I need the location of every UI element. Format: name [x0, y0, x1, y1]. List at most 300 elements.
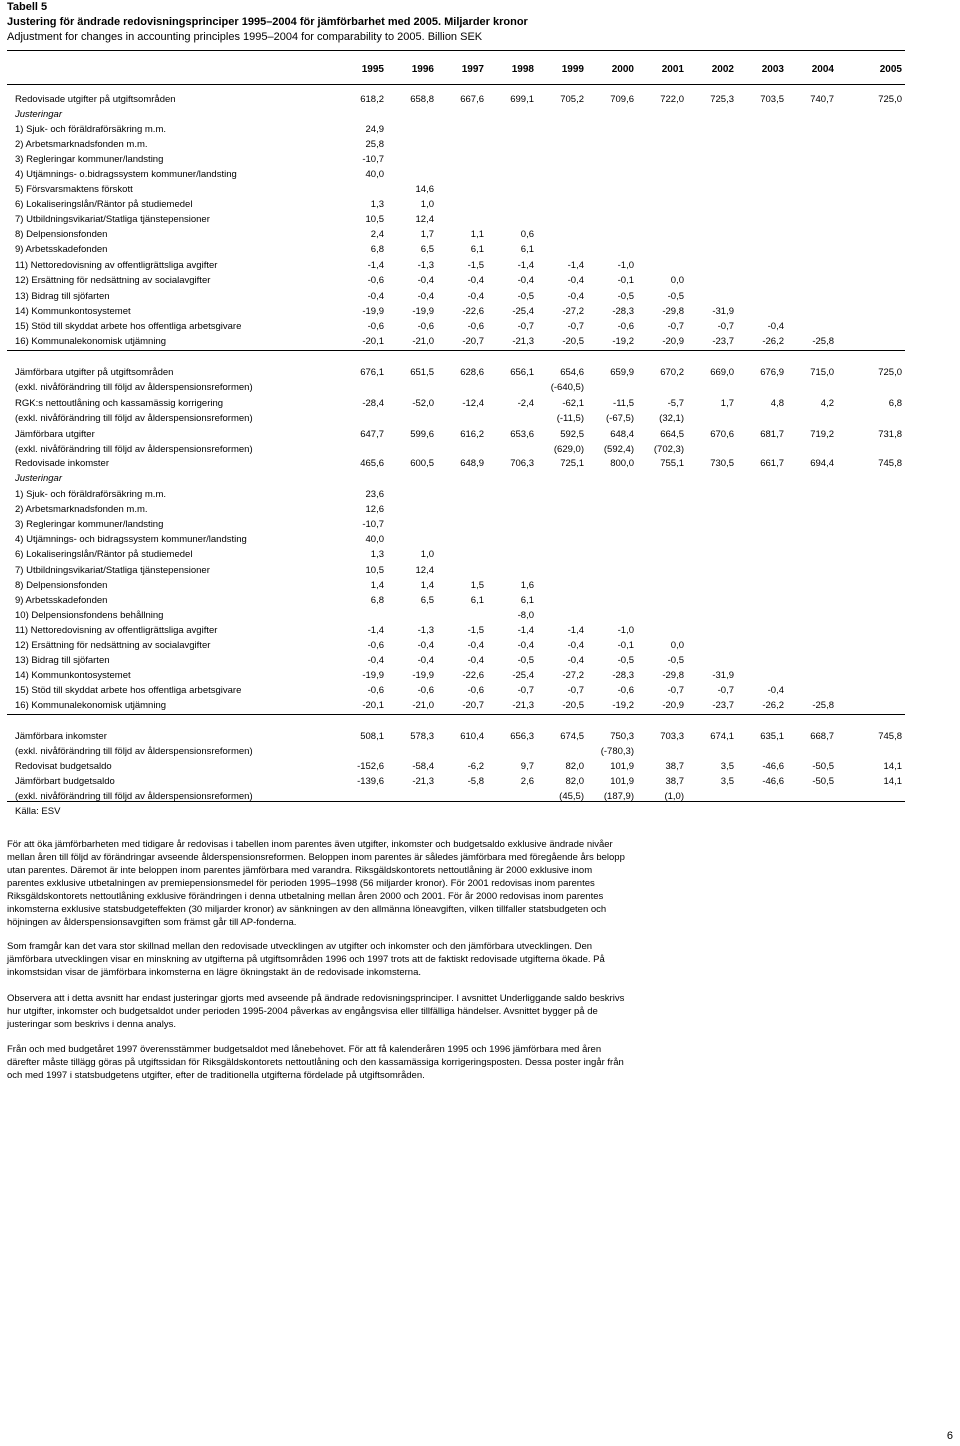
table-cell: -26,2	[762, 700, 784, 711]
table-row	[0, 319, 960, 334]
row-label: 9) Arbetsskadefonden	[15, 595, 108, 606]
table-cell: -0,7	[567, 321, 584, 332]
table-cell: 6,1	[470, 595, 484, 606]
table-cell: -25,8	[812, 336, 834, 347]
table-cell: -0,6	[367, 275, 384, 286]
table-row	[0, 774, 960, 789]
table-subtitle: Adjustment for changes in accounting principles 1995–2004 for comparability to 2005. Billion SEK	[7, 31, 483, 43]
table-cell: 12,4	[415, 214, 434, 225]
table-cell: -22,6	[462, 306, 484, 317]
table-cell: 705,2	[560, 94, 584, 105]
table-title: Justering för ändrade redovisningsprinciper 1995–2004 för jämförbarhet med 2005. Miljarder kronor	[7, 16, 528, 28]
row-label: 15) Stöd till skyddat arbete hos offentliga arbetsgivare	[15, 685, 242, 696]
table-cell: 6,1	[520, 595, 534, 606]
table-cell: 101,9	[610, 776, 634, 787]
table-cell: -23,7	[712, 700, 734, 711]
table-cell: -1,4	[567, 260, 584, 271]
table-cell: 25,8	[365, 139, 384, 150]
row-label: RGK:s nettoutlåning och kassamässig korrigering	[15, 398, 224, 409]
table-cell: 10,5	[365, 214, 384, 225]
table-cell: -20,5	[562, 336, 584, 347]
table-cell: -2,4	[517, 398, 534, 409]
table-cell: -0,6	[467, 685, 484, 696]
table-cell: -0,4	[467, 291, 484, 302]
section-rule	[7, 801, 905, 802]
table-cell: 23,6	[365, 489, 384, 500]
table-row	[0, 334, 960, 349]
row-label: 4) Utjämnings- o.bidragssystem kommuner/landsting	[15, 169, 237, 180]
table-cell: 725,1	[560, 458, 584, 469]
row-label: 16) Kommunalekonomisk utjämning	[15, 336, 167, 347]
year-header: 1996	[411, 64, 434, 75]
table-cell: -22,6	[462, 670, 484, 681]
table-cell: 656,3	[510, 731, 534, 742]
table-row	[0, 502, 960, 517]
table-cell: 599,6	[410, 429, 434, 440]
table-cell: 659,9	[610, 367, 634, 378]
row-label: 3) Regleringar kommuner/landsting	[15, 154, 164, 165]
table-cell: -21,3	[512, 336, 534, 347]
table-cell: -0,7	[667, 685, 684, 696]
table-row	[0, 456, 960, 471]
table-cell: 1,6	[520, 580, 534, 591]
table-cell: 669,0	[710, 367, 734, 378]
table-cell: -20,1	[362, 336, 384, 347]
row-label: 4) Utjämnings- och bidragssystem kommuner/landsting	[15, 534, 247, 545]
table-cell: 725,3	[710, 94, 734, 105]
table-cell: 6,1	[520, 244, 534, 255]
table-cell: -0,6	[417, 685, 434, 696]
table-row	[0, 197, 960, 212]
note-paragraph: Från och med budgetåret 1997 överensstämmer budgetsaldot med lånebehovet. För att få kalenderåren 1995 och 1996 jämförbara med åren därefter måste tillägg göras på utgiftssidan för Riksgäldskontorets nettoutlåning och den kassamässiga korrigeringsposten. Dessa poster ingår från och med 1997 i statsbudgetens utgifter, efter de traditionella utgifterna fördelade på utgiftsområden.	[7, 1044, 624, 1081]
table-cell: -1,4	[567, 625, 584, 636]
row-label: 14) Kommunkontosystemet	[15, 306, 131, 317]
table-cell: -50,5	[812, 776, 834, 787]
year-header: 2005	[879, 64, 902, 75]
table-cell: 82,0	[565, 761, 584, 772]
table-cell: 4,8	[770, 398, 784, 409]
table-cell: 670,2	[660, 367, 684, 378]
table-row	[0, 304, 960, 319]
table-cell: 731,8	[878, 429, 902, 440]
table-cell: -10,7	[362, 154, 384, 165]
table-cell: -0,4	[517, 275, 534, 286]
table-cell: 12,6	[365, 504, 384, 515]
table-row	[0, 258, 960, 273]
table-cell: -1,5	[467, 260, 484, 271]
table-cell: -0,6	[467, 321, 484, 332]
table-cell: -21,0	[412, 700, 434, 711]
row-label: 2) Arbetsmarknadsfonden m.m.	[15, 504, 148, 515]
table-cell: 6,8	[370, 244, 384, 255]
table-cell: -21,3	[412, 776, 434, 787]
note-paragraph: För att öka jämförbarheten med tidigare år redovisas i tabellen inom parentes även utgifter, inkomster och budgetsaldo exklusive ändrade nivåer mellan åren till följd av förändringar avseende ålderspensionsreformen. Beloppen inom parentes är således jämförbara med föregående års belopp utan parentes. Däremot är inte beloppen inom parentes jämförbara med varandra. Riksgäldskontorets nettoutlåning är 2000 exklusive inom parentes exklusive utbetalningen av premiepensionsmedel för perioden 1995–1998 (56 miljarder kronor). För 2001 redovisas inom parentes Riksgäldskontorets nettoutlåning exklusive förändringen i denna utbetalning mellan åren 2000 och 2001. För år 2000 redovisas inom parentes inkomsterna exklusive statsbudgeteffekten (30 miljarder kronor) av sänkningen av den allmänna löneavgiften, vilken tillfaller statsbudgeten och höjningen av ålderspensionsavgiften som främst går till AP-fonderna.	[7, 839, 625, 928]
row-label: (exkl. nivåförändring till följd av ålderspensionsreformen)	[15, 791, 253, 802]
row-label: 7) Utbildningsvikariat/Statliga tjänstepensioner	[15, 565, 210, 576]
table-cell: 12,4	[415, 565, 434, 576]
table-row	[0, 578, 960, 593]
table-cell: -27,2	[562, 670, 584, 681]
table-cell: -0,4	[417, 655, 434, 666]
table-cell: -11,5	[613, 398, 634, 409]
table-cell: 616,2	[460, 429, 484, 440]
table-cell: -0,6	[367, 685, 384, 696]
row-label: (exkl. nivåförändring till följd av ålderspensionsreformen)	[15, 444, 253, 455]
table-row	[0, 698, 960, 713]
row-label: 5) Försvarsmaktens förskott	[15, 184, 133, 195]
table-cell: -0,7	[567, 685, 584, 696]
table-cell: 1,0	[420, 549, 434, 560]
table-cell: -0,4	[517, 640, 534, 651]
table-cell: -19,9	[412, 306, 434, 317]
table-cell: 709,6	[610, 94, 634, 105]
table-cell: -1,4	[367, 260, 384, 271]
table-cell: 6,8	[888, 398, 902, 409]
table-cell: -21,0	[412, 336, 434, 347]
year-header: 2000	[611, 64, 634, 75]
table-cell: (702,3)	[653, 444, 684, 455]
table-cell: 656,1	[510, 367, 534, 378]
page-number: 6	[946, 1430, 953, 1442]
table-cell: 40,0	[365, 169, 384, 180]
row-label: Justeringar	[15, 109, 62, 120]
table-cell: 0,0	[670, 275, 684, 286]
table-row	[0, 593, 960, 608]
table-cell: -23,7	[712, 336, 734, 347]
table-cell: 706,3	[510, 458, 534, 469]
table-cell: -25,8	[812, 700, 834, 711]
table-cell: 719,2	[810, 429, 834, 440]
table-cell: 14,1	[883, 761, 902, 772]
row-label: 1) Sjuk- och föräldraförsäkring m.m.	[15, 489, 166, 500]
year-header: 2003	[761, 64, 784, 75]
table-cell: -29,8	[662, 306, 684, 317]
row-label: Källa: ESV	[15, 806, 61, 817]
table-cell: -0,1	[617, 275, 634, 286]
table-row	[0, 744, 960, 759]
table-cell: 6,5	[420, 244, 434, 255]
table-cell: 725,0	[878, 94, 902, 105]
year-header: 2004	[811, 64, 834, 75]
table-cell: 578,3	[410, 731, 434, 742]
note-paragraph: Observera att i detta avsnitt har endast justeringar gjorts med avseende på ändrade redovisningsprinciper. I avsnittet Underliggande saldo beskrivs hur utgifter, inkomster och budgetsaldot under perioden 1995-2004 påverkas av engångsvisa eller tillfälliga händelser. Avsnittet bygger på de justeringar som beskrivs i denna analys.	[7, 993, 625, 1030]
table-row	[0, 365, 960, 380]
table-cell: 730,5	[710, 458, 734, 469]
table-cell: 2,4	[370, 229, 384, 240]
table-cell: -0,4	[417, 291, 434, 302]
section-rule	[7, 714, 905, 715]
table-cell: 40,0	[365, 534, 384, 545]
table-cell: 681,7	[760, 429, 784, 440]
table-cell: 9,7	[520, 761, 534, 772]
table-cell: -0,6	[617, 321, 634, 332]
row-label: 11) Nettoredovisning av offentligrättsliga avgifter	[15, 260, 218, 271]
table-row	[0, 411, 960, 426]
table-cell: 668,7	[810, 731, 834, 742]
table-cell: -50,5	[812, 761, 834, 772]
row-label: 16) Kommunalekonomisk utjämning	[15, 700, 167, 711]
table-cell: 10,5	[365, 565, 384, 576]
table-cell: (592,4)	[603, 444, 634, 455]
table-row	[0, 137, 960, 152]
table-cell: -1,3	[417, 625, 434, 636]
table-cell: -0,1	[617, 640, 634, 651]
table-cell: -29,8	[662, 670, 684, 681]
row-label: 9) Arbetsskadefonden	[15, 244, 108, 255]
table-cell: -28,3	[612, 670, 634, 681]
table-row	[0, 167, 960, 182]
table-cell: -1,5	[467, 625, 484, 636]
table-cell: -58,4	[412, 761, 434, 772]
table-cell: 1,4	[420, 580, 434, 591]
table-cell: -20,9	[662, 700, 684, 711]
table-cell: -21,3	[512, 700, 534, 711]
table-cell: -0,4	[767, 685, 784, 696]
header-rule	[7, 84, 905, 85]
table-header	[7, 0, 528, 45]
row-label: 8) Delpensionsfonden	[15, 229, 108, 240]
table-row	[0, 563, 960, 578]
row-label: Justeringar	[15, 473, 62, 484]
table-cell: 1,7	[720, 398, 734, 409]
table-cell: 725,0	[878, 367, 902, 378]
table-cell: 14,6	[415, 184, 434, 195]
row-label: (exkl. nivåförändring till följd av ålderspensionsreformen)	[15, 746, 253, 757]
table-cell: -0,5	[667, 655, 684, 666]
table-cell: -1,0	[617, 260, 634, 271]
table-cell: -0,6	[367, 321, 384, 332]
table-cell: -0,5	[617, 655, 634, 666]
table-cell: (-11,5)	[556, 413, 584, 424]
table-cell: 635,1	[760, 731, 784, 742]
table-cell: 670,6	[710, 429, 734, 440]
table-cell: -0,4	[567, 275, 584, 286]
table-cell: (-67,5)	[606, 413, 634, 424]
table-cell: 3,5	[720, 761, 734, 772]
table-cell: 1,3	[370, 549, 384, 560]
table-row	[0, 92, 960, 107]
table-cell: -0,4	[567, 640, 584, 651]
table-cell: -0,6	[617, 685, 634, 696]
table-cell: 2,6	[520, 776, 534, 787]
row-label: Jämförbara utgifter på utgiftsområden	[15, 367, 174, 378]
year-header: 1998	[511, 64, 534, 75]
table-cell: 658,8	[410, 94, 434, 105]
year-header-row	[0, 63, 960, 77]
table-cell: -20,7	[462, 700, 484, 711]
table-cell: -152,6	[357, 761, 384, 772]
row-label: (exkl. nivåförändring till följd av ålderspensionsreformen)	[15, 382, 253, 393]
table-cell: 14,1	[883, 776, 902, 787]
table-cell: -8,0	[517, 610, 534, 621]
table-cell: (32,1)	[659, 413, 684, 424]
table-cell: -62,1	[562, 398, 584, 409]
table-cell: -1,4	[367, 625, 384, 636]
table-cell: (1,0)	[664, 791, 684, 802]
row-label: Redovisade inkomster	[15, 458, 109, 469]
table-cell: (-640,5)	[550, 382, 584, 393]
row-label: 12) Ersättning för nedsättning av socialavgifter	[15, 640, 211, 651]
table-cell: -0,5	[617, 291, 634, 302]
table-row	[0, 547, 960, 562]
table-cell: 703,3	[660, 731, 684, 742]
table-cell: 592,5	[560, 429, 584, 440]
table-cell: 651,5	[410, 367, 434, 378]
table-cell: -1,4	[517, 260, 534, 271]
table-cell: -0,4	[417, 275, 434, 286]
table-row	[0, 638, 960, 653]
table-cell: -0,5	[517, 655, 534, 666]
table-cell: 664,5	[660, 429, 684, 440]
table-cell: 674,5	[560, 731, 584, 742]
table-cell: 628,6	[460, 367, 484, 378]
table-cell: 1,4	[370, 580, 384, 591]
row-label: 12) Ersättning för nedsättning av socialavgifter	[15, 275, 211, 286]
table-row	[0, 212, 960, 227]
table-cell: -26,2	[762, 336, 784, 347]
table-row	[0, 273, 960, 288]
row-label: (exkl. nivåförändring till följd av ålderspensionsreformen)	[15, 413, 253, 424]
row-label: 2) Arbetsmarknadsfonden m.m.	[15, 139, 148, 150]
table-cell: -20,5	[562, 700, 584, 711]
table-cell: 1,5	[470, 580, 484, 591]
table-cell: 745,8	[878, 731, 902, 742]
table-cell: 4,2	[820, 398, 834, 409]
table-cell: -6,2	[467, 761, 484, 772]
table-cell: -0,4	[767, 321, 784, 332]
table-row	[0, 729, 960, 744]
table-cell: 676,9	[760, 367, 784, 378]
table-cell: (629,0)	[553, 444, 584, 455]
table-cell: -0,6	[417, 321, 434, 332]
table-cell: 1,3	[370, 199, 384, 210]
table-cell: -28,3	[612, 306, 634, 317]
table-cell: 0,0	[670, 640, 684, 651]
table-cell: -0,4	[417, 640, 434, 651]
table-cell: -0,4	[567, 291, 584, 302]
table-cell: -27,2	[562, 306, 584, 317]
table-row	[0, 668, 960, 683]
table-cell: -31,9	[712, 670, 734, 681]
table-cell: 755,1	[660, 458, 684, 469]
table-cell: 101,9	[610, 761, 634, 772]
row-label: Jämförbara utgifter	[15, 429, 95, 440]
section-rule	[7, 350, 905, 351]
table-cell: -0,7	[717, 685, 734, 696]
table-cell: 745,8	[878, 458, 902, 469]
row-label: 10) Delpensionsfondens behållning	[15, 610, 164, 621]
table-cell: -139,6	[357, 776, 384, 787]
table-cell: 674,1	[710, 731, 734, 742]
table-row	[0, 289, 960, 304]
table-cell: -0,4	[467, 655, 484, 666]
row-label: 7) Utbildningsvikariat/Statliga tjänstepensioner	[15, 214, 210, 225]
table-cell: 740,7	[810, 94, 834, 105]
table-row	[0, 517, 960, 532]
table-cell: 0,6	[520, 229, 534, 240]
table-cell: -20,1	[362, 700, 384, 711]
table-cell: 610,4	[460, 731, 484, 742]
table-row	[0, 182, 960, 197]
table-cell: -0,4	[367, 291, 384, 302]
row-label: 1) Sjuk- och föräldraförsäkring m.m.	[15, 124, 166, 135]
table-cell: 508,1	[360, 731, 384, 742]
table-cell: 1,1	[470, 229, 484, 240]
table-cell: -20,9	[662, 336, 684, 347]
table-row	[0, 107, 960, 122]
table-cell: -0,7	[517, 685, 534, 696]
table-row	[0, 442, 960, 457]
table-cell: -1,4	[517, 625, 534, 636]
table-row	[0, 759, 960, 774]
table-cell: 661,7	[760, 458, 784, 469]
table-cell: -20,7	[462, 336, 484, 347]
table-row	[0, 242, 960, 257]
table-cell: (187,9)	[603, 791, 634, 802]
table-cell: -31,9	[712, 306, 734, 317]
table-cell: 465,6	[360, 458, 384, 469]
table-cell: 703,5	[760, 94, 784, 105]
year-header: 1995	[361, 64, 384, 75]
table-cell: 667,6	[460, 94, 484, 105]
table-cell: 38,7	[665, 776, 684, 787]
row-label: Jämförbart budgetsaldo	[15, 776, 115, 787]
table-cell: 24,9	[365, 124, 384, 135]
table-cell: 647,7	[360, 429, 384, 440]
table-number: Tabell 5	[7, 1, 48, 13]
table-cell: (45,5)	[559, 791, 584, 802]
table-row	[0, 683, 960, 698]
row-label: 11) Nettoredovisning av offentligrättsliga avgifter	[15, 625, 218, 636]
table-cell: -19,9	[362, 306, 384, 317]
table-row	[0, 608, 960, 623]
year-header: 2002	[711, 64, 734, 75]
year-header: 2001	[661, 64, 684, 75]
table-cell: 699,1	[510, 94, 534, 105]
table-cell: 648,4	[610, 429, 634, 440]
table-cell: 648,9	[460, 458, 484, 469]
table-cell: -0,7	[667, 321, 684, 332]
table-cell: 800,0	[610, 458, 634, 469]
row-label: 13) Bidrag till sjöfarten	[15, 291, 110, 302]
table-cell: -25,4	[512, 670, 534, 681]
table-cell: -0,4	[567, 655, 584, 666]
table-row	[0, 471, 960, 486]
note-paragraph: Som framgår kan det vara stor skillnad mellan den redovisade utvecklingen av utgifter och inkomster och den jämförbara utvecklingen. Den jämförbara utvecklingen visar en minskning av utgifterna på utgiftsområden 1996 och 1997 trots att de faktiskt redovisade utgifterna ökade. På inkomstsidan visar de jämförbara inkomsterna en lägre ökningstakt än de redovisade inkomsterna.	[7, 941, 605, 978]
row-label: Redovisat budgetsaldo	[15, 761, 112, 772]
table-row	[0, 380, 960, 395]
table-cell: 694,4	[810, 458, 834, 469]
table-cell: 750,3	[610, 731, 634, 742]
table-row	[0, 532, 960, 547]
table-cell: 3,5	[720, 776, 734, 787]
row-label: 13) Bidrag till sjöfarten	[15, 655, 110, 666]
row-label: Redovisade utgifter på utgiftsområden	[15, 94, 176, 105]
table-cell: -46,6	[762, 776, 784, 787]
table-row	[0, 122, 960, 137]
table-cell: -0,6	[367, 640, 384, 651]
table-cell: -1,0	[617, 625, 634, 636]
table-cell: 6,8	[370, 595, 384, 606]
year-header: 1997	[461, 64, 484, 75]
row-label: Jämförbara inkomster	[15, 731, 107, 742]
table-cell: -12,4	[462, 398, 484, 409]
table-row	[0, 427, 960, 442]
year-header: 1999	[561, 64, 584, 75]
table-cell: -1,3	[417, 260, 434, 271]
table-cell: -0,7	[517, 321, 534, 332]
table-cell: 653,6	[510, 429, 534, 440]
